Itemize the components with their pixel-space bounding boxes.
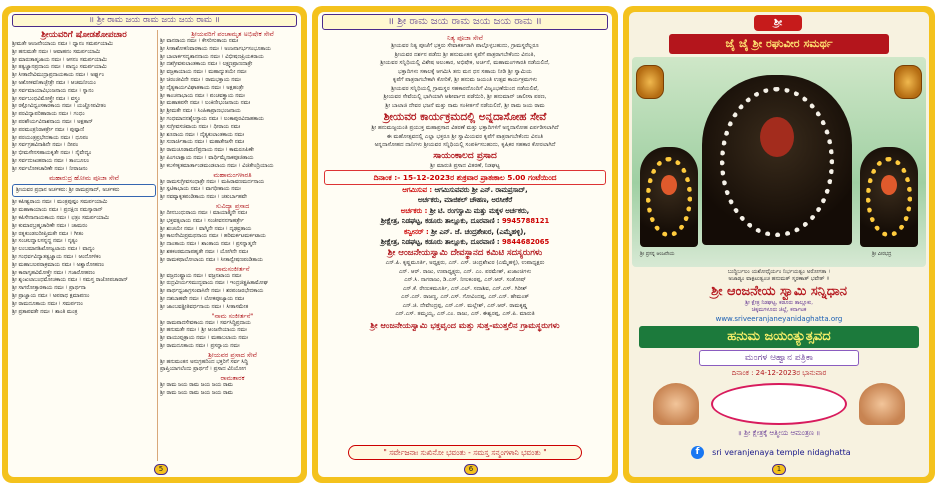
tagline-line: ಬುದ್ಧಿರ್ಬಲಂ ಯಶೋಧೈರ್ಯಂ ನಿರ್ಭಯತ್ವಂ ಅರೋಗತಾ । — [727, 269, 831, 275]
info-line: ಶ್ರೀ ಹನುಮಜ್ಜಯಂತಿ ಪ್ರಯುಕ್ತ ಮಹಾಪ್ರಸಾದ ವಿತರಣೆ ಮತ್ತು ಭಕ್ತಾದಿಗಳಿಗೆ ಅನ್ನದಾಸೋಹ ಏರ್ಪಡಿಸಲಾಗಿದೆ — [371, 125, 559, 131]
info-line: ಶ್ರೀ ಬಾಲಾಜಿ ದೇವರ ಭಜನೆ ಮತ್ತು ನಾಮ ಸಂಕೀರ್ತನೆ ನಡೆಯಲಿದೆ, ಶ್ರೀ ರಾಮ ಜಯ ರಾಮ — [385, 102, 545, 109]
mantra-list — [12, 199, 156, 316]
mantra-line: ಶ್ರೀ ಕಪಿಸೇನಾನಾಯಕಾಯ ನಮಃ । ಛತ್ರಂ ಸಮರ್ಪಯಾಮಿ — [12, 214, 110, 221]
convener-phone: 9844682065 — [501, 238, 550, 247]
mantra-line: ಶ್ರೀ ಕಾರಾಗೃಹವಿಮೋಕ್ತ್ರೇ ನಮಃ । ಗಜಾರೋಹಣಂ — [12, 269, 95, 276]
committee-line: ಎನ್.ಸಿ. ನಾಗರಾಜು, ಡಿ.ಎಸ್. ನೀಲಕಂಠಪ್ಪ, ಎನ್.ಆರ್. ಸಂತೋಷ್ — [404, 277, 526, 284]
section-title: ಶ್ರೀಯವರಿಗೆ ಷೋಡಶೋಪಚಾರ — [41, 30, 127, 40]
mantra-line: ಶ್ರೀ ಪಿಂಗಲಾಕ್ಷಾಯ ನಮಃ । ವಾರ್ಧಿಮೈನಾಕಪೂಜಿತಾಯ — [160, 154, 254, 161]
priest-label: ಅರ್ಚಕರು : — [400, 206, 430, 215]
convener-address — [324, 237, 606, 247]
page-number: 5 — [154, 464, 168, 475]
mantra-line: ಶ್ರೀ ಜಾಂಬವತ್ಪ್ರೀತಿವರ್ಧನಾಯ ನಮಃ । ಸೀತಾಸಮೇತ — [160, 303, 249, 310]
tagline — [629, 269, 929, 283]
mantra-line: ಶ್ರೀ ರಕ್ಷೋವಿಧ್ವಂಸಕಾರಕಾಯ ನಮಃ । ಯಜ್ಞೋಪವೀತಂ — [12, 103, 106, 110]
mantra-line: ಶ್ರೀ ಪಾರ್ಥಧ್ವಜಾಗ್ರಸಂವಾಸಿನೇ ನಮಃ । ಶರಪಂಜರಭೇದಕಾಯ — [160, 288, 264, 295]
deity-face-icon — [661, 175, 677, 195]
left-column — [12, 30, 156, 461]
right-column — [160, 30, 301, 461]
deity-face-icon — [760, 117, 794, 157]
facebook-link[interactable] — [691, 442, 851, 456]
priest-line: ಶ್ರೀಯವರ ಪ್ರಧಾನ ಅರ್ಚಕರು: ಶ್ರೀ ರಾಮಪ್ರಸಾದ್, ಅರ್ಚಕರು — [16, 186, 120, 193]
namaste-hands-icon — [653, 383, 699, 425]
mantra-line: ಶ್ರೀ ಗಂಧರ್ವವಿದ್ಯಾತತ್ವಜ್ಞಾಯ ನಮಃ । ಆಂದೋಳಿಕಂ — [12, 253, 101, 260]
mantra-line: ಶ್ರೀ ರುದ್ರವೀರ್ಯಸಮುದ್ಭವಾಯ ನಮಃ । ಇಂದ್ರಜಿತ್ಪ್ರಹಿತಾಮೋಘ — [160, 280, 268, 287]
mantra-line: ಶ್ರೀ ತತ್ವಜ್ಞಾನಪ್ರದಾಯ ನಮಃ । ಪಾದ್ಯಂ ಸಮರ್ಪಯಾಮಿ — [12, 64, 107, 71]
info-line: ಶ್ರೀಯವರ ದರ್ಶನ ಪಡೆದು ಶ್ರೀ ಹನುಮಂತನ ಕೃಪೆಗೆ ಪಾತ್ರರಾಗಬೇಕೆಂದು ವಿನಂತಿ, — [394, 51, 536, 58]
convener-text: ಶ್ರೀ ಎನ್. ಜೆ. ಚಂದ್ರಶೇಖರ, (ಎಮ್ಮೆಹಳ್ಳಿ), — [431, 227, 526, 236]
mantra-line: ಶ್ರೀ ರಾಮದೂತಾಯ ನಮಃ । ಪ್ರಸನ್ನಾಯ ನಮಃ — [160, 342, 240, 349]
caption-right: ಶ್ರೀ ವೀರಭದ್ರ — [872, 252, 892, 257]
mantra-line: ಶ್ರೀ ಹನುಮತೇ ನಮಃ । ಶ್ರೀ ಆಂಜನೇಯಾಯ ನಮಃ — [160, 327, 247, 334]
column-divider — [157, 30, 158, 461]
mantra-line: ಶ್ರೀ ಅಶೋಕವನಿಕಾಚ್ಛೇತ್ರೇ ನಮಃ । ಆಚಮನೀಯಂ — [12, 79, 96, 86]
mantra-line: ಶ್ರೀ ಸಾಗರೋತ್ತಾರಕಾಯ ನಮಃ । ಪ್ರಾರ್ಥನಾ — [12, 285, 86, 292]
convener-address-text: ಶ್ರೀಕ್ಷೇತ್ರ, ನಿಡಘಟ್ಟ, ಕಡೂರು ತಾಲ್ಲೂಕು, ದೂರವಾಣಿ : — [380, 238, 502, 247]
tagline-line: ಅಜಾಡ್ಯಂ ವಾಕ್ಪಟುತ್ವಂಚ ಹನುಮತ್ ಸ್ಮರಣಾತ್ ಭವೇತ್ ॥ — [728, 276, 830, 282]
info-line: ಈ ಮಹೋತ್ಸವದಲ್ಲಿ ಎಲ್ಲಾ ಭಕ್ತರೂ ಶ್ರೀ ಸ್ವಾಮಿಯವರ ಕೃಪೆಗೆ ಪಾತ್ರರಾಗಬೇಕೆಂದು ವಿನಂತಿ — [386, 133, 544, 140]
mantra-line: ಶ್ರೀ ಶೃಂಖಲಾಬಂಧಮೋಚಕಾಯ ನಮಃ । ಸಮಸ್ತ ರಾಜೋಪಚಾರಾನ್ — [12, 277, 128, 284]
mantra-line: ಶ್ರೀ ರಾಮಚೂಡಾಮಣಿಪ್ರದಾಯ ನಮಃ । ಕಾಮರೂಪಿಣೇ — [160, 147, 254, 154]
deity-face-icon — [881, 175, 897, 195]
officials-text: ಆಗಮಿಸುವವರು ಶ್ರೀ ಎನ್. ರಾಮಪ್ರಸಾದ್, — [434, 186, 528, 194]
mantra-line: ಶ್ರೀ ಶತಕಂಠಮದಾಪಹೃತೇ ನಮಃ । ಯೋಗಿನೇ ನಮಃ — [160, 248, 249, 255]
mantra-line: ಶ್ರೀ ಪರಶೌರ್ಯವಿನಾಶನಾಯ ನಮಃ । ಅಕ್ಷತಾನ್ — [12, 118, 93, 125]
officials-label: ಆಗಮಿಸುವ : — [402, 186, 435, 194]
evening-title: ಸಾಯಂಕಾಲದ ಪ್ರಸಾದ — [433, 150, 497, 161]
event-date: ದಿನಾಂಕ : 24-12-2023ರ ಭಾನುವಾರ — [731, 369, 827, 377]
mantra-line: ಶ್ರೀ ಸುಗ್ರೀವಸಚಿವಾಯ ನಮಃ । ಧೀರಾಯ ನಮಃ — [160, 123, 241, 130]
namaste-hands-icon — [859, 383, 905, 425]
temple-invite-line: ॥ ಶ್ರೀ ಕ್ಷೇತ್ರಕ್ಕೆ ಆತ್ಮೀಯ ಆಮಂತ್ರಣ ॥ — [737, 429, 821, 437]
address — [629, 300, 929, 314]
address-line: ಚಿಕ್ಕಮಗಳೂರು ಜಿಲ್ಲೆ, ಕರ್ನಾಟಕ — [751, 307, 807, 313]
mantra-line: ಶ್ರೀ ಕಪೀಶ್ವರಾಯ ನಮಃ । ಮಂತ್ರಪುಷ್ಪಂ ಸಮರ್ಪಯಾಮಿ — [12, 199, 108, 206]
date-box — [324, 170, 606, 185]
mantra-line: ಶ್ರೀ ಮಾರುತಾತ್ಮಜಾಯ ನಮಃ । ಆಸನಂ ಸಮರ್ಪಯಾಮಿ — [12, 56, 107, 63]
mantra-line: ಶ್ರೀ ಸರ್ವಲೋಕಚಾರಿಣೇ ನಮಃ । ನೀರಾಜನಂ — [12, 165, 88, 172]
page-six-content — [318, 12, 612, 477]
cover-title: ಜೈ ಜೈ ಶ್ರೀ ರಘುವೀರ ಸಮರ್ಥ — [669, 34, 889, 54]
mantra-line: ಶ್ರೀ ಶೂರಾಯ ನಮಃ । ದೈತ್ಯಕುಲಾಂತಕಾಯ ನಮಃ — [160, 131, 244, 138]
quote-title: "ನಾಮ ಸಂಕೀರ್ತನೆ" — [211, 311, 254, 320]
top-banner: ॥ ಶ್ರೀ ರಾಮ ಜಯ ರಾಮ ಜಯ ಜಯ ರಾಮ ॥ — [12, 14, 297, 27]
committee-line: ಎನ್.ಕೆ. ರೇಣುಕಮೂರ್ತಿ, ಎನ್.ಎಲ್. ಸದಾಶಿವ, ಎನ್.ಎಸ್. ಗಿರೀಶ್ — [402, 285, 528, 292]
mantra-line: ಶ್ರೀ ವಾನರಾಯ ನಮಃ । ಕೇಸರಿಸುತಾಯ ನಮಃ — [160, 38, 239, 44]
cover-page — [623, 6, 935, 483]
recipient-name-oval — [711, 383, 847, 425]
date-bar: ದಿನಾಂಕ :- 15-12-2023ರ ಶುಕ್ರವಾರ ಪ್ರಾತಃಕಾಲ 5.00 ಗಂಟೆಯಿಂದ — [373, 173, 557, 182]
caption-left: ಶ್ರೀ ಪ್ರಸನ್ನ ಆಂಜನೇಯ — [640, 252, 675, 257]
mantra-line: ಶ್ರೀ ಪ್ರತಾಪವತೇ ನಮಃ । ಶಾಂತಿ ಮಂತ್ರ — [12, 308, 78, 315]
mantra-line: ಶ್ರೀ ಪರಯಂತ್ರಪ್ರಭೇದಕಾಯ ನಮಃ । ಧೂಪಂ — [12, 134, 89, 141]
priest-address-text: ಶ್ರೀಕ್ಷೇತ್ರ, ನಿಡಘಟ್ಟ, ಕಡೂರು ತಾಲ್ಲೂಕು, ದೂರವಾಣಿ : — [380, 217, 502, 226]
priest-line — [324, 206, 606, 216]
committee-title: ಶ್ರೀ ಆಂಜನೇಯಸ್ವಾಮಿ ದೇವಸ್ಥಾನದ ಕಮಿಟಿ ಸದಸ್ಯರುಗಳು — [387, 248, 543, 259]
mantra-line: ಶ್ರೀ ಸೀತಾದೇವಿಮುದ್ರಾಪ್ರದಾಯಕಾಯ ನಮಃ । ಅರ್ಘ್ಯಂ — [12, 72, 104, 79]
garland-icon — [720, 87, 834, 237]
invitation-label: ಮಂಗಳ ಆಹ್ವಾನ ಪತ್ರಿಕಾ — [699, 350, 859, 366]
mantra-line: ಶ್ರೀ ಪರಮಂತ್ರನಿರಾಕರ್ತ್ರೇ ನಮಃ । ಪುಷ್ಪಾಣಿ — [12, 126, 85, 133]
mantra-line: ಶ್ರೀ ಸೀತಾಶೋಕನಿವಾರಕಾಯ ನಮಃ । ಅಂಜನಾಗರ್ಭಸಂಭೂತಾಯ — [160, 45, 271, 52]
facebook-page-name[interactable]: sri veranjenaya temple nidaghatta — [712, 448, 851, 457]
cover-content — [629, 12, 929, 477]
info-line: ಭಕ್ತಾದಿಗಳು ಸಕಾಲಕ್ಕೆ ಆಗಮಿಸಿ ತನು ಮನ ಧನ ಸಹಾಯ ನೀಡಿ ಶ್ರೀ ಸ್ವಾಮಿಯ — [398, 68, 532, 75]
annadasoha-title: ಶ್ರೀಯವರ ಕಾರ್ಯಕ್ರಮದಲ್ಲಿ ಅನ್ನದಾಸೋಹ ಸೇವೆ — [383, 111, 547, 123]
mantra-line: ಶ್ರೀ ರಾಮದೂತಾಯ ನಮಃ । ಸಮರ್ಪಣಂ — [12, 300, 83, 307]
committee-line: ಎನ್.ಎನ್. ರಾಜಣ್ಣ, ಎನ್.ಎಸ್. ಗೋವಿಂದಪ್ಪ, ಎನ್.ಎನ್. ಹೇಮಂತ್ — [401, 294, 529, 301]
mantra-line: ಶ್ರೀ ವಜ್ರದಂಷ್ಟ್ರಾಯ ನಮಃ । ವಜ್ರನಖಾಯ ನಮಃ — [160, 272, 242, 279]
devotees-title: ಶ್ರೀ ಆಂಜನೇಯಸ್ವಾಮಿ ಭಕ್ತವೃಂದ ಮತ್ತು ಸುತ್ತ-ಮುತ್ತಲಿನ ಗ್ರಾಮಸ್ಥರುಗಳು — [370, 319, 560, 330]
convener-label: ಕನ್ವೀನರ್ : — [404, 227, 432, 236]
info-line: ಶ್ರೀಯವರ ಸನ್ನಿಧಿಯಲ್ಲಿ ವಿಶೇಷ ಅಲಂಕಾರ, ಅಭಿಷೇಕ, ಅರ್ಚನೆ, ಮಹಾಮಂಗಳಾರತಿ ನಡೆಯಲಿದೆ, — [380, 60, 550, 66]
info-line: ಶ್ರೀಯವರ ನಿತ್ಯ ಪೂಜೆಗೆ ಭಕ್ತರು ಸೇವಾಕರ್ತರಾಗಿ ಪಾಲ್ಗೊಳ್ಳಬಹುದು, ಗ್ರಾಮಸ್ಥರೆಲ್ಲರೂ — [391, 43, 539, 49]
mantra-list — [160, 38, 301, 171]
section-title: ನಿತ್ಯ ಪೂಜಾ ಸೇವೆ — [447, 34, 483, 42]
page-five-content — [8, 12, 301, 477]
page-five — [2, 6, 307, 483]
committee-line: ಎನ್. ಆರ್. ರಾಜು, ಉಪಾಧ್ಯಕ್ಷ್ಯರು, ಎನ್. ಎಂ. ಪರಮೇಶ್, ಖಜಾಂಚಿಗಳು — [398, 268, 532, 275]
facebook-icon[interactable]: f — [691, 446, 704, 459]
mantra-line: ಶ್ರೀ ರಾಮ ಜಯ ರಾಮ ಜಯ ಜಯ ರಾಮ — [160, 382, 233, 389]
mantra-line: ಶ್ರೀ ಸ್ಫಟಿಕಾಭಾಯ ನಮಃ । ವಾಗಧೀಶಾಯ ನಮಃ — [160, 186, 241, 193]
section-title: ಸುವಿದ್ಯಾ ಪ್ರಸಾದ — [215, 201, 250, 210]
section-title: ನಾಮಸಂಕೀರ್ತನೆ — [215, 264, 250, 273]
mantra-line: ಶ್ರೀ ಮಹಾತಪಸೇ ನಮಃ । ಲಂಕಿಣೀಭಂಜನಾಯ ನಮಃ — [160, 100, 251, 107]
website-link[interactable]: www.sriveeranjaneyanidaghatta.org — [715, 315, 843, 323]
mantra-line: ಶ್ರೀ ಪ್ರಾಜ್ಞಾಯ ನಮಃ । ಅಪರಾಧ ಕ್ಷಮಾಪಣಂ — [12, 292, 90, 299]
mantra-line: ಶ್ರೀ ವಜ್ರಕಾಯಾಯ ನಮಃ । ಮಹಾದ್ಯುತಯೇ ನಮಃ — [160, 69, 247, 76]
mantra-line: ಶ್ರೀಮತೇ ಆಂಜನೇಯಾಯ ನಮಃ । ಧ್ಯಾನಂ ಸಮರ್ಪಯಾಮಿ — [12, 41, 113, 47]
mantra-line: ಶ್ರೀ ದಾಂತಾಯ ನಮಃ । ಶಾಂತಾಯ ನಮಃ । ಪ್ರಸನ್ನಾತ್ಮನೇ — [160, 241, 257, 248]
event-title: ಹನುಮ ಜಯಂತ್ಯುತ್ಸವದ — [639, 326, 919, 348]
info-line: ಕೃಪೆಗೆ ಪಾತ್ರರಾಗಬೇಕಾಗಿ ಕೋರಿಕೆ, ಶ್ರೀ ಹನುಮ ಜಯಂತಿ ಉತ್ಸವ ಕಾರ್ಯಕ್ರಮಗಳು — [392, 77, 538, 83]
mantra-line: ಶ್ರೀ ಕಾಂಚನಾಭಾಯ ನಮಃ । ಪಂಚವಕ್ತ್ರಾಯ ನಮಃ — [160, 92, 245, 99]
info-line: ಶ್ರೀಯವರ ಸೇವೆಯಲ್ಲಿ ಭಾಗಿಯಾಗಿ ಆಶೀರ್ವಾದ ಪಡೆಯಿರಿ, ಶ್ರೀ ಹನುಮಾನ್ ಚಾಲೀಸಾ ಪಠಣ, — [383, 94, 547, 100]
mantra-line: ಶ್ರೀ ಸರ್ವಬಂಧವಿಮೋಕ್ತ್ರೇ ನಮಃ । ವಸ್ತ್ರಂ — [12, 95, 81, 102]
committee-line: ಎನ್.ಎಸ್. ತಮ್ಮಯ್ಯ, ಎನ್.ಎಂ. ರಾಜು, ಎನ್. ಈಶ್ವರಪ್ಪ, ಎಸ್.ಪಿ. ಮಾರುತಿ — [395, 311, 535, 318]
mantra-line: ಶ್ರೀ ಲಂಬಮಾನಶಿಖೋಜ್ವಲಾಯ ನಮಃ । ವಾದ್ಯಂ — [12, 246, 95, 253]
info-line: ಅನ್ನದಾಸೋಹದ ದಾನಿಗಳು ಶ್ರೀಯವರ ಸನ್ನಿಧಿಯಲ್ಲಿ ಸಂಪರ್ಕಿಸಬಹುದು, ಕೃಷಿಕರ ಸಹಕಾರ ಕೋರಲಾಗಿದೆ — [374, 142, 556, 148]
mantra-line: ಶ್ರೀ ಶುಚಯೇ ನಮಃ । ವಾಗ್ಮಿನೇ ನಮಃ । ದೃಢವ್ರತಾಯ — [160, 225, 252, 232]
mantra-line: ಶ್ರೀ ಹನುಮತೇ ನಮಃ । ಆವಾಹನಂ ಸಮರ್ಪಯಾಮಿ — [12, 48, 101, 55]
page-number: 6 — [464, 464, 478, 475]
section-subtitle: ಮಹಾರುದ್ರ ಹೋಮ ಪೂಜಾ ಸೇವೆ — [49, 173, 119, 182]
priest-text: ಶ್ರೀ ಟಿ. ರಂಗಸ್ವಾಮಿ ಮತ್ತು ಮಕ್ಕಳ ಅರ್ಚಕರು, — [429, 206, 530, 215]
priest-phone: 9945788121 — [501, 217, 550, 226]
mantra-line: ಶ್ರೀ ಕುಮಾರಬ್ರಹ್ಮಚಾರಿಣೇ ನಮಃ । ಚಾಮರಂ — [12, 222, 88, 229]
mantra-line: ಶ್ರೀ ವಾಯುಪುತ್ರಾಯ ನಮಃ । ಮಹಾಬಲಾಯ ನಮಃ — [160, 335, 248, 342]
committee-line: ಎನ್.ಜಿ. ದೇವೇಂದ್ರಪ್ಪ, ಎನ್.ಎಸ್. ಮಲ್ಲೇಶ್, ಎನ್.ಆರ್. ರಾಮಕೃಷ್ಣ — [402, 302, 528, 309]
page-six — [312, 6, 618, 483]
garland-icon — [646, 157, 692, 237]
mantra-line: ಶ್ರೀ ಭೀಮಸೇನಸಹಾಯಕೃತೇ ನಮಃ । ನೈವೇದ್ಯಂ — [12, 150, 92, 157]
mantra-line: ಶ್ರೀ ಗಂಧಮಾದನಶೈಲಸ್ಥಾಯ ನಮಃ । ಲಂಕಾಪುರವಿದಾಹಕಾಯ — [160, 115, 264, 122]
mantra-line: ಶ್ರೀ ಚಿರಂಜೀವಿನೇ ನಮಃ । ರಾಮಭಕ್ತಾಯ ನಮಃ — [160, 76, 241, 83]
garland-icon — [866, 157, 912, 237]
address-line: ಶ್ರೀ ಕ್ಷೇತ್ರ ನಿಡಘಟ್ಟ, ಕಡೂರು ತಾಲ್ಲೂಕು, — [745, 300, 813, 306]
mantra-line: ಶ್ರೀ ಸರ್ವಗ್ರಹವಿನಾಶಿನೇ ನಮಃ । ದೀಪಂ — [12, 142, 79, 149]
mantra-line: ಶ್ರೀ ಮಹಾಕಾಯಾಯ ನಮಃ । ಪ್ರದಕ್ಷಿಣ ನಮಸ್ಕಾರಾನ್ — [12, 207, 103, 214]
mantra-line: ಶ್ರೀ ಸರ್ವದುಃಖಹರಾಯ ನಮಃ । ತಾಂಬೂಲಂ — [12, 157, 90, 164]
mantra-line: ಶ್ರೀ ನವವ್ಯಾಕೃತಪಂಡಿತಾಯ ನಮಃ । ಚತುರ್ಬಾಹವೇ — [160, 194, 247, 201]
mantra-line: ಶ್ರೀ ಸರ್ವಮಾಯಾವಿಭಂಜನಾಯ ನಮಃ । ಸ್ನಾನಂ — [12, 87, 94, 94]
mantra-line: ಶ್ರೀ ರಾಮಪಾದಸೇವಕಾಯ ನಮಃ । ಸರ್ವಸಿದ್ಧಿಪ್ರದಾಯ — [160, 319, 251, 326]
mantra-line: ಶ್ರೀ ದೈತ್ಯಕಾರ್ಯವಿಘಾತಕಾಯ ನಮಃ । ಅಕ್ಷಹಂತ್ರೇ — [160, 84, 244, 91]
page-six-body — [324, 34, 606, 463]
mantra-line: ಶ್ರೀ ಕಾಲನೇಮಿಪ್ರಮಥನಾಯ ನಮಃ । ಹರಿಮರ್ಕಟಮರ್ಕಟಾಯ — [160, 233, 266, 240]
info-line: ಶ್ರೀಯವರ ಸನ್ನಿಧಿಯಲ್ಲಿ ಗ್ರಾಮಸ್ಥರ ಸಹಕಾರದೊಂದಿಗೆ ವಿಜೃಂಭಣೆಯಿಂದ ನಡೆಯಲಿವೆ, — [391, 85, 539, 92]
mantra-line: ಶ್ರೀ ರಾಮಕಥಾಲೋಲಾಯ ನಮಃ । ಸೀತಾನ್ವೇಷಣಪಂಡಿತಾಯ — [160, 256, 263, 263]
page-number: 1 — [772, 464, 786, 475]
mantra-line: ಶ್ರೀ ದಶಬಾಹವೇ ನಮಃ । ಲೋಕಪೂಜ್ಯಾಯ ನಮಃ — [160, 295, 245, 302]
mantra-line: ಶ್ರೀ ಶ್ರೀಮತೇ ನಮಃ । ಸಿಂಹಿಕಾಪ್ರಾಣಭಂಜನಾಯ — [160, 108, 241, 115]
top-banner: ॥ ಶ್ರೀ ರಾಮ ಜಯ ರಾಮ ಜಯ ಜಯ ರಾಮ ॥ — [322, 14, 608, 30]
priest-box — [12, 184, 156, 198]
mantra-line: ಪ್ರಾಪ್ತಿಯಾಗಲೆಂದು ಪ್ರಾರ್ಥನೆ । ಪ್ರಸಾದ ವಿನಿಯೋಗ — [160, 366, 247, 373]
officials-line — [324, 185, 606, 195]
evening-line: ಶ್ರೀ ಮಾರುತಿ ಪ್ರಸಾದ ವಿತರಣೆ, ನಿಡಘಟ್ಟ — [430, 162, 500, 169]
shri-tag: ಶ್ರೀ — [754, 15, 802, 31]
section-title: ಶ್ರೀಯವರ ಪ್ರಸಾದ ಸೇವೆ — [208, 350, 257, 359]
mantra-line: ಶ್ರೀ ಭಕ್ತವತ್ಸಲಾಯ ನಮಃ । ಸಂಜೀವನನಗಾಹರ್ತ್ರೇ — [160, 217, 244, 224]
deity-photo — [632, 57, 926, 267]
emblem-icon — [894, 65, 922, 99]
mantra-line: ಶ್ರೀ ಹನುಮಂತನ ಅನುಗ್ರಹದಿಂದ ಭಕ್ತರಿಗೆ ಸರ್ವ ಸಿದ್ಧಿ — [160, 358, 249, 365]
mantra-line: ಶ್ರೀ ಕಬಳೀಕೃತಮಾರ್ತಾಂಡಮಂಡಲಾಯ ನಮಃ । ವಿಜಿತೇಂದ್ರಿಯಾಯ — [160, 162, 274, 169]
officials-line: ಅರ್ಚಕರು, ಮಾಜಿಕಲ್ ಚೌಹಣ, ಅರಸೀಕೆರೆ — [417, 196, 513, 205]
section-title: ರಾಮತಾರಕ — [220, 374, 245, 383]
mantra-line: ಶ್ರೀ ಸಂಚಲದ್ವಾಲಸನ್ನದ್ಧ ನಮಃ । ನೃತ್ಯಂ — [12, 238, 78, 245]
temple-name: ಶ್ರೀ ಆಂಜನೇಯ ಸ್ವಾಮಿ ಸನ್ನಿಧಾನ — [711, 284, 847, 299]
mantra-line: ಶ್ರೀ ದೀನಬಂಧುರಾಯ ನಮಃ । ಮಾಯಾತ್ಮನೇ ನಮಃ — [160, 209, 248, 216]
mantra-line: ಶ್ರೀ ದಶಗ್ರೀವಕುಲಾಂತಕಾಯ ನಮಃ । ಲಕ್ಷ್ಮಣಪ್ರಾಣದಾತ್ರೇ — [160, 61, 253, 68]
mantra-line: ಶ್ರೀ ಮಹಾಬಲಪರಾಕ್ರಮಾಯ ನಮಃ । ಅಶ್ವಾರೋಹಣಂ — [12, 261, 105, 268]
mantra-line: ಶ್ರೀ ರಾಮಸುಗ್ರೀವಸಂಧಾತ್ರೇ ನಮಃ । ಮಹಿರಾವಣಮರ್ದನಾಯ — [160, 178, 265, 185]
mantra-list — [12, 41, 156, 174]
priest-address — [324, 216, 606, 226]
mantra-line: ಶ್ರೀ ರಾಮ ಜಯ ರಾಮ ಜಯ ಜಯ ರಾಮ — [160, 390, 233, 397]
section-title: ಮಹಾಮಂಗಳಾರತಿ — [213, 170, 252, 179]
section-title: ಶ್ರೀಯವರಿಗೆ ಪಂಚಾಮೃತ ಅಭಿಷೇಕ ಸೇವೆ — [191, 30, 274, 38]
mantra-line: ಶ್ರೀ ರತ್ನಕುಂಡಲದೀಪ್ತಿಮತೇ ನಮಃ । ಗೀತಂ — [12, 230, 84, 237]
motto-banner: " ಸರ್ವೇಜನಾಃ ಸುಖಿನೋ ಭವಂತು - ಸಮಸ್ತ ಸನ್ಮಂಗಳಾನಿ ಭವಂತು " — [348, 445, 582, 460]
mantra-line: ಶ್ರೀ ಪರವಿದ್ಯಾಪರಿಹಾರಾಯ ನಮಃ । ಗಂಧಂ — [12, 111, 85, 118]
mantra-line: ಶ್ರೀ ಬಾಲಾರ್ಕಸದೃಶಾನನಾಯ ನಮಃ । ವಿಭೀಷಣಪ್ರಿಯಕರಾಯ — [160, 53, 264, 60]
mantra-line: ಶ್ರೀ ಸುರಾರ್ಚಿತಾಯ ನಮಃ । ಮಹಾತೇಜಸೇ ನಮಃ — [160, 139, 245, 146]
emblem-icon — [636, 65, 664, 99]
committee-line: ಎನ್.ಪಿ. ಕೃಷ್ಣಮೂರ್ತಿ, ಅಧ್ಯಕ್ಷರು, ಎನ್. ಎಸ್. ಚಂದ್ರಶೇಖರ (ಎಮ್ಮೆಹಳ್ಳಿ), ಉಪಾಧ್ಯಕ್ಷರು — [385, 260, 545, 267]
convener-line — [324, 227, 606, 237]
